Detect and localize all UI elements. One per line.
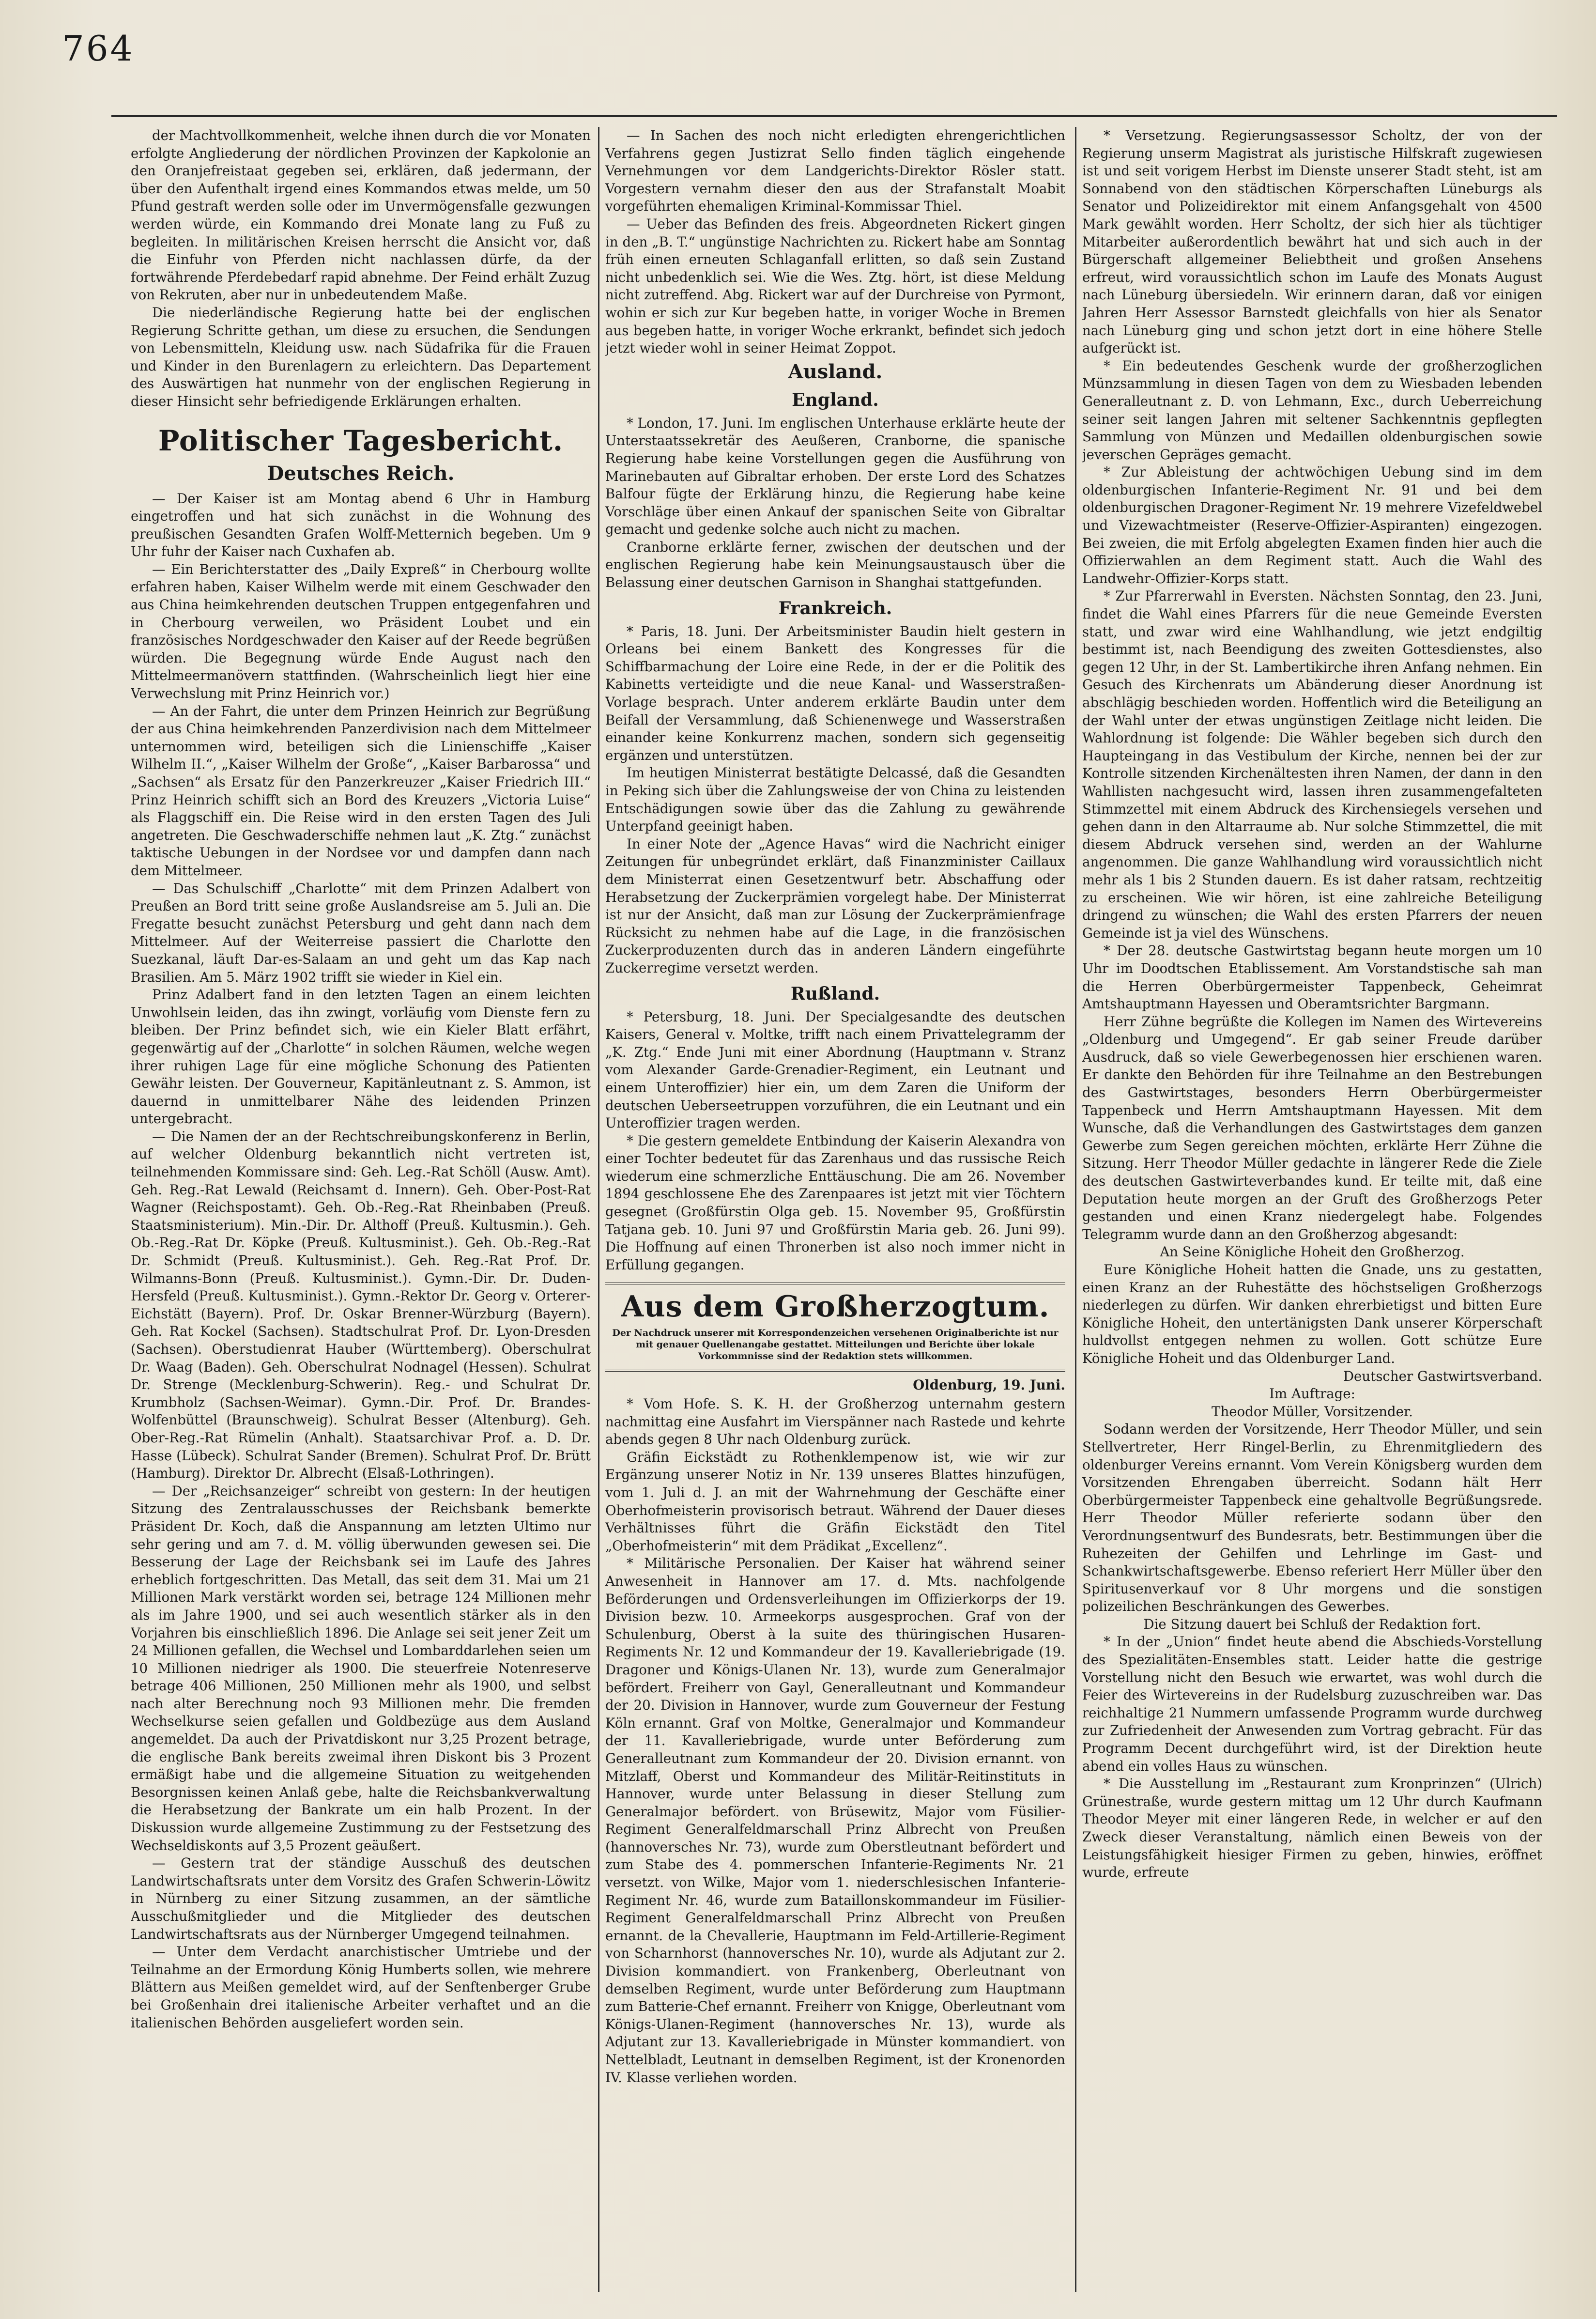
article-paragraph: * Die gestern gemeldete Entbindung der Kaiserin Alexandra von einer Tochter bedeutet für das Zarenhaus und das russische Reich wiederum eine schmerzliche Enttäuschung. Die am 26. November 1894 geschlossene Ehe des Zarenpaares ist jetzt mit vier Töchtern gesegnet (Großfürstin Olga geb. 15. November 95, Großfürstin Tatjana geb. 10. Juni 97 und Großfürstin Maria geb. 26. Juni 99). Die Hoffnung auf einen Thronerben ist also noch immer nicht in Erfüllung gegangen.	[605, 1132, 1065, 1273]
section-box-grossherzogtum	[605, 1283, 1065, 1372]
reprint-notice: Der Nachdruck unserer mit Korrespondenzeichen versehenen Originalberichte ist nur mit genauer Quellenangabe gestattet. Mitteilungen und Berichte über lokale Vorkommnisse sind der Redaktion stets willkommen.	[612, 1328, 1059, 1362]
dateline: Oldenburg, 19. Juni.	[913, 1377, 1065, 1393]
column-2	[605, 127, 1065, 2292]
signature-name: Theodor Müller, Vorsitzender.	[1212, 1403, 1413, 1420]
article-paragraph: Sodann werden der Vorsitzende, Herr Theodor Müller, und sein Stellvertreter, Herr Ringel-Berlin, zu Ehrenmitgliedern des oldenburger Vereins ernannt. Vom Verein Königsberg wurden dem Vorsitzenden Ehrengaben überreicht. Sodann hält Herr Oberbürgermeister Tappenbeck eine gehaltvolle Begrüßungsrede. Herr Theodor Müller referierte sodann über den Verordnungsentwurf des Bundesrats, betr. Bestimmungen über die Ruhezeiten der Gehilfen und Lehrlinge im Gast- und Schankwirtschaftsgewerbe. Ebenso referiert Herr Müller über den Spiritusenverkauf vor 8 Uhr morgens und die sonstigen polizeilichen Beschränkungen des Gewerbes.	[1082, 1421, 1542, 1615]
article-paragraph: Die niederländische Regierung hatte bei der englischen Regierung Schritte gethan, um diese zu ersuchen, die Sendungen von Lebensmitteln, Kleidung usw. nach Südafrika für die Frauen und Kinder in den Burenlagern zu erleichtern. Das Departement des Auswärtigen hat nunmehr von der englischen Regierung in dieser Hinsicht sehr befriedigende Erklärungen erhalten.	[131, 304, 591, 409]
signature-association: Deutscher Gastwirtsverband.	[1343, 1368, 1542, 1384]
article-paragraph: * Zur Pfarrerwahl in Eversten. Nächsten Sonntag, den 23. Juni, findet die Wahl eines Pfarrers für die neue Gemeinde Eversten statt, und zwar wird eine Wahlhandlung, wie jetzt endgiltig bestimmt ist, nach Beendigung des zweiten Gottesdienstes, also gegen 12 Uhr, in der St. Lambertikirche ihren Anfang nehmen. Ein Gesuch des Kirchenrats um Abänderung dieser Anordnung ist abschlägig beschieden worden. Hoffentlich wird die Beteiligung an der Wahl unter der etwas ungünstigen Zeitlage nicht leiden. Die Wahlordnung ist folgende: Die Wähler begeben sich durch den Haupteingang in das Vestibulum der Kirche, nennen bei der zur Kontrolle sitzenden Kirchenältesten ihren Namen, der dann in den Wahllisten nachgesucht wird, lassen ihren zusammengefalteten Stimmzettel mit einem Abdruck des Kirchensiegels versehen und gehen dann in den Altarraume ab. Nur solche Stimmzettel, die mit diesem Abdruck versehen sind, werden an der Wahlurne angenommen. Die ganze Wahlhandlung wird voraussichtlich nicht mehr als 1 bis 2 Stunden dauern. Es ist daher ratsam, rechtzeitig zu erscheinen. Wie wir hören, ist eine zahlreiche Beteiligung dringend zu wünschen; die Wahl des ersten Pfarrers der neuen Gemeinde ist ja viel des Wünschens.	[1082, 588, 1542, 941]
page-number: 764	[62, 28, 135, 69]
article-paragraph: Cranborne erklärte ferner, zwischen der deutschen und der englischen Regierung habe kein Meinungsaustausch über die Belassung einer deutschen Garnison in Shanghai stattgefunden.	[605, 539, 1065, 591]
article-paragraph: Gräfin Eickstädt zu Rothenklempenow ist, wie wir zur Ergänzung unserer Notiz in Nr. 139 unseres Blattes hinzufügen, vom 1. Juli d. J. an mit der Wahrnehmung der Geschäfte einer Oberhofmeisterin provisorisch betraut. Während der Dauer dieses Verhältnisses führt die Gräfin Eickstädt den Titel „Oberhofmeisterin“ mit dem Prädikat „Excellenz“.	[605, 1449, 1065, 1554]
article-paragraph: — Die Namen der an der Rechtschreibungskonferenz in Berlin, auf welcher Oldenburg bekanntlich nicht vertreten ist, teilnehmenden Kommissare sind: Geh. Leg.-Rat Schöll (Ausw. Amt). Geh. Reg.-Rat Lewald (Reichsamt d. Innern). Geh. Ober-Post-Rat Wagner (Reichspostamt). Geh. Ob.-Reg.-Rat Rheinbaben (Preuß. Staatsministerium). Min.-Dir. Dr. Althoff (Preuß. Kultusmin.). Geh. Ob.-Reg.-Rat Dr. Köpke (Preuß. Kultusminist.). Geh. Ob.-Reg.-Rat Dr. Schmidt (Preuß. Kultusminist.). Geh. Reg.-Rat Prof. Dr. Wilmanns-Bonn (Preuß. Kultusminist.). Gymn.-Dir. Dr. Duden-Hersfeld (Preuß. Kultusminist.). Gymn.-Rektor Dr. Georg v. Orterer-Eichstätt (Bayern). Prof. Dr. Oskar Brenner-Würzburg (Bayern). Geh. Rat Kockel (Sachsen). Stadtschulrat Prof. Dr. Lyon-Dresden (Sachsen). Oberstudienrat Hauber (Württemberg). Oberschulrat Dr. Waag (Baden). Geh. Oberschulrat Nodnagel (Hessen). Schulrat Dr. Strenge (Mecklenburg-Schwerin). Reg.- und Schulrat Dr. Krumbholz (Sachsen-Weimar). Gymn.-Dir. Prof. Dr. Brandes-Wolfenbüttel (Braunschweig). Schulrat Besser (Altenburg). Geh. Ober-Reg.-Rat Rümelin (Anhalt). Staatsarchivar Prof. a. D. Dr. Hasse (Lübeck). Schulrat Sander (Bremen). Schulrat Prof. Dr. Brütt (Hamburg). Direktor Dr. Albrecht (Elsaß-Lothringen).	[131, 1128, 591, 1482]
article-paragraph: — Unter dem Verdacht anarchistischer Umtriebe und der Teilnahme an der Ermordung König Humberts sollen, wie mehrere Blättern aus Meißen gemeldet wird, auf der Senftenberger Grube bei Großenhain drei italienische Arbeiter verhaftet und an die italienischen Behörden ausgeliefert worden sein.	[131, 1944, 591, 2031]
article-paragraph: * Paris, 18. Juni. Der Arbeitsminister Baudin hielt gestern in Orleans bei einem Bankett des Kongresses für die Schiffbarmachung der Loire eine Rede, in der er die Politik des Kabinetts verteidigte und die neue Kanal- und Wasserstraßen-Vorlage besprach. Unter anderem erklärte Baudin unter dem Beifall der Versammlung, daß Schienenwege und Wasserstraßen einander keine Konkurrenz machen, sondern sich gegenseitig ergänzen und unterstützen.	[605, 623, 1065, 763]
section-heading-political: Politischer Tagesbericht.	[158, 424, 564, 457]
section-heading-grossherzogtum: Aus dem Großherzogtum.	[621, 1290, 1050, 1324]
article-paragraph: — An der Fahrt, die unter dem Prinzen Heinrich zur Begrüßung der aus China heimkehrenden Panzerdivision nach dem Mittelmeer unternommen wird, beteiligen sich die Linienschiffe „Kaiser Wilhelm II.“, „Kaiser Wilhelm der Große“, „Kaiser Barbarossa“ und „Sachsen“ als Ersatz für den Panzerkreuzer „Kaiser Friedrich III.“ Prinz Heinrich schifft sich an Bord des Kreuzers „Victoria Luise“ als Flaggschiff ein. Die Reise wird in den ersten Tagen des Juli angetreten. Die Geschwaderschiffe nehmen laut „K. Ztg.“ zunächst taktische Uebungen in der Nordsee vor und dampfen dann nach dem Mittelmeer.	[131, 703, 591, 879]
column-1	[131, 127, 591, 2292]
article-paragraph: — Der Kaiser ist am Montag abend 6 Uhr in Hamburg eingetroffen und hat sich zunächst in die Wohnung des preußischen Gesandten Grafen Wolff-Metternich begeben. Um 9 Uhr fuhr der Kaiser nach Cuxhafen ab.	[131, 490, 591, 560]
article-paragraph: — Das Schulschiff „Charlotte“ mit dem Prinzen Adalbert von Preußen an Bord tritt seine große Auslandsreise am 5. Juli an. Die Fregatte besucht zunächst Petersburg und geht dann nach dem Mittelmeer. Auf der Weiterreise passiert die Charlotte den Suezkanal, läuft Dar-es-Salaam an und geht um das Kap nach Brasilien. Am 5. März 1902 trifft sie wieder in Kiel ein.	[131, 880, 591, 985]
article-paragraph: In einer Note der „Agence Havas“ wird die Nachricht einiger Zeitungen für unbegründet erklärt, daß Finanzminister Caillaux dem Ministerrat einen Gesetzentwurf betr. Abschaffung oder Herabsetzung der Zuckerprämien vorgelegt habe. Der Ministerrat ist nur der Ansicht, daß man zur Lösung der Zuckerprämienfrage Rücksicht zu nehmen habe auf die Lage, in die französischen Zuckerproduzenten durch das in anderen Ländern eingeführte Zuckerregime versetzt werden.	[605, 835, 1065, 976]
article-paragraph: * Militärische Personalien. Der Kaiser hat während seiner Anwesenheit in Hannover am 17. d. Mts. nachfolgende Beförderungen und Ordensverleihungen im Offizierkorps der 19. Division bezw. 10. Armeekorps ausgesprochen. Graf von der Schulenburg, Oberst à la suite des thüringischen Husaren-Regiments Nr. 12 und Kommandeur der 19. Kavalleriebrigade (19. Dragoner und Königs-Ulanen Nr. 13), wurde zum Generalmajor befördert. Freiherr von Gayl, Generalleutnant und Kommandeur der 20. Division in Hannover, wurde zum Gouverneur der Festung Köln ernannt. Graf von Moltke, Generalmajor und Kommandeur der 11. Kavalleriebrigade, wurde unter Beförderung zum Generalleutnant zum Kommandeur der 20. Division ernannt. von Mitzlaff, Oberst und Kommandeur des Militär-Reitinstituts in Hannover, wurde unter Belassung in dieser Stellung zum Generalmajor befördert. von Brüsewitz, Major vom Füsilier-Regiment Generalfeldmarschall Prinz Albrecht von Preußen (hannoversches Nr. 73), wurde zum Oberstleutnant befördert und zum Stabe des 4. pommerschen Infanterie-Regiments Nr. 21 versetzt. von Wilke, Major vom 1. niederschlesischen Infanterie-Regiment Nr. 46, wurde zum Bataillonskommandeur im Füsilier-Regiment Generalfeldmarschall Prinz Albrecht von Preußen ernannt. de la Chevallerie, Hauptmann im Feld-Artillerie-Regiment von Scharnhorst (hannoversches Nr. 10), wurde als Adjutant zur 2. Division kommandiert. von Frankenberg, Oberleutnant von demselben Regiment, wurde unter Beförderung zum Hauptmann zum Batterie-Chef ernannt. Freiherr von Knigge, Oberleutnant vom Königs-Ulanen-Regiment (hannoversches Nr. 13), wurde als Adjutant zur 13. Kavalleriebrigade in Münster kommandiert. von Nettelbladt, Leutnant in demselben Regiment, ist der Kronenorden IV. Klasse verliehen worden.	[605, 1555, 1065, 2086]
article-paragraph: * Der 28. deutsche Gastwirtstag begann heute morgen um 10 Uhr im Doodtschen Etablissement. Am Vorstandstische sah man die Herren Oberbürgermeister Tappenbeck, Geheimrat Amtshauptmann Hayessen und Oberamtsrichter Bargmann.	[1082, 943, 1542, 1012]
article-paragraph: der Machtvollkommenheit, welche ihnen durch die vor Monaten erfolgte Angliederung der nördlichen Provinzen der Kapkolonie an den Oranjefreistaat gegeben sei, erklären, daß jedermann, der über den Aufenthalt irgend eines Kommandos etwas melde, um 50 Pfund gestraft werden solle oder im Unvermögensfalle gezwungen werden würde, ein Kommando drei Monate lang zu Fuß zu begleiten. In militärischen Kreisen herrscht die Ansicht vor, daß die Einfuhr von Pferden nicht nachlassen dürfe, da der fortwährende Pferdebedarf rapid abnehme. Der Feind erhält Zuzug von Rekruten, aber nur in unbedeutendem Maße.	[131, 127, 591, 303]
article-paragraph: — In Sachen des noch nicht erledigten ehrengerichtlichen Verfahrens gegen Justizrat Sello finden täglich eingehende Vernehmungen vor dem Landgerichts-Direktor Rösler statt. Vorgestern vernahm dieser den aus der Strafanstalt Moabit vorgeführten ehemaligen Kriminal-Kommissar Thiel.	[605, 127, 1065, 215]
telegram-address: An Seine Königliche Hoheit den Großherzog.	[1160, 1244, 1465, 1260]
article-paragraph: — Ueber das Befinden des freis. Abgeordneten Rickert gingen in den „B. T.“ ungünstige Nachrichten zu. Rickert habe am Sonntag früh einen erneuten Schlaganfall erlitten, so daß sein Zustand nicht unbedenklich sei. Wie die Wes. Ztg. hört, ist diese Meldung nicht zutreffend. Abg. Rickert war auf der Durchreise von Pyrmont, wohin er sich zur Kur begeben hatte, in voriger Woche in Bremen aus begeben hatte, in voriger Woche erkrankt, befindet sich jedoch jetzt wieder wohl in seiner Heimat Zoppot.	[605, 216, 1065, 356]
article-paragraph: * Vom Hofe. S. K. H. der Großherzog unternahm gestern nachmittag eine Ausfahrt im Vierspänner nach Rastede und kehrte abends gegen 8 Uhr nach Oldenburg zurück.	[605, 1396, 1065, 1448]
section-heading-russland: Rußland.	[790, 983, 880, 1004]
article-paragraph: Im heutigen Ministerrat bestätigte Delcassé, daß die Gesandten in Peking sich über die Zahlungsweise der von China zu leistenden Entschädigungen sowie über das die Zahlung zu gewährende Unterpfand geeinigt haben.	[605, 765, 1065, 835]
article-paragraph: Herr Zühne begrüßte die Kollegen im Namen des Wirtevereins „Oldenburg und Umgegend“. Er gab seiner Freude darüber Ausdruck, daß so viele Gewerbegenossen hier erschienen waren. Er dankte den Behörden für ihre Teilnahme an den Bestrebungen des Gastwirtstages, besonders Herrn Oberbürgermeister Tappenbeck und Herrn Amtshauptmann Hayessen. Mit dem Wunsche, daß die Verhandlungen des Gastwirtstages dem ganzen Gewerbe zum Segen gereichen möchten, erklärte Herr Zühne die Sitzung. Herr Theodor Müller gedachte in längerer Rede die Ziele des deutschen Gastwirteverbandes kund. Er teilte mit, daß eine Deputation heute morgen an der Gruft des Großherzogs Peter gestanden und einen Kranz niedergelegt habe. Folgendes Telegramm wurde dann an den Großherzog abgesandt:	[1082, 1013, 1542, 1242]
article-paragraph: Die Sitzung dauert bei Schluß der Redaktion fort.	[1143, 1616, 1481, 1632]
column-3	[1082, 127, 1542, 2292]
signature-on-behalf: Im Auftrage:	[1269, 1386, 1355, 1402]
telegram-text: Eure Königliche Hoheit hatten die Gnade, uns zu gestatten, einen Kranz an der Ruhestätte des höchstseligen Großherzogs niederlegen zu dürfen. Wir danken ehrerbietigst und bitten Eure Königliche Hoheit, den untertänigsten Dank unserer Körperschaft huldvollst entgegen nehmen zu wollen. Gott schütze Eure Königliche Hoheit und das Oldenburger Land.	[1082, 1262, 1542, 1366]
article-paragraph: * Petersburg, 18. Juni. Der Specialgesandte des deutschen Kaisers, General v. Moltke, trifft nach einem Privattelegramm der „K. Ztg.“ Ende Juni mit einer Abordnung (Hauptmann v. Stranz vom Alexander Garde-Grenadier-Regiment, ein Leutnant und einem Unteroffizier) hier ein, um dem Zaren die Uniform der deutschen Ueberseetruppen vorzuführen, die ein Leutnant und ein Unteroffizier tragen werden.	[605, 1008, 1065, 1131]
article-paragraph: Prinz Adalbert fand in den letzten Tagen an einem leichten Unwohlsein leiden, das ihn zwingt, vorläufig vom Dienste fern zu bleiben. Der Prinz befindet sich, wie ein Kieler Blatt erfährt, gegenwärtig auf der „Charlotte“ in solchen Räumen, welche wegen ihrer ruhigen Lage für eine mögliche Schonung des Patienten Gewähr leisten. Der Gouverneur, Kapitänleutnant z. S. Ammon, ist dauernd in unmittelbarer Nähe des leidenden Prinzen untergebracht.	[131, 987, 591, 1127]
section-subheading-german-reich: Deutsches Reich.	[267, 462, 455, 485]
article-paragraph: * London, 17. Juni. Im englischen Unterhause erklärte heute der Unterstaatssekretär des Aeußeren, Cranborne, die spanische Regierung habe keine Vorstellungen gegen die Ausführung von Marinebauten auf Gibraltar erhoben. Der erste Lord des Schatzes Balfour fügte der Erklärung hinzu, die Regierung habe keine Vorschläge über einen Ankauf der spanischen Seite von Gibraltar gemacht und gedenke solche auch nicht zu machen.	[605, 415, 1065, 538]
article-paragraph: * Die Ausstellung im „Restaurant zum Kronprinzen“ (Ulrich) Grünestraße, wurde gestern mittag um 12 Uhr durch Kaufmann Theodor Meyer mit einer längeren Rede, in welcher er auf den Zweck dieser Veranstaltung, nämlich einen Beweis von der Leistungsfähigkeit hiesiger Firmen zu geben, hinwies, eröffnet wurde, erfreute	[1082, 1776, 1542, 1881]
column-rule-2	[1075, 127, 1076, 2292]
column-rule-1	[598, 127, 599, 2292]
article-paragraph: * In der „Union“ findet heute abend die Abschieds-Vorstellung des Spezialitäten-Ensembles statt. Leider hatte die gestrige Vorstellung nicht den Besuch wie erwartet, was wohl durch die Feier des Wirtevereins in der Rudelsburg zuzuschreiben war. Das reichhaltige 21 Nummern umfassende Programm wurde durchweg zur Zufriedenheit der Anwesenden zum Vortrag gebracht. Für das Programm Decent durchgeführt wird, ist der Direktion heute abend ein volles Haus zu wünschen.	[1082, 1634, 1542, 1774]
top-rule	[111, 115, 1557, 117]
section-heading-england: England.	[792, 389, 879, 410]
article-paragraph: * Zur Ableistung der achtwöchigen Uebung sind im dem oldenburgischen Infanterie-Regiment Nr. 91 und bei dem oldenburgischen Dragoner-Regiment Nr. 19 mehrere Vizefeldwebel und Vizewachtmeister (Reserve-Offizier-Aspiranten) eingezogen. Bei zweien, die mit Erfolg abgelegten Examen finden hier auch die Offizierwahlen an dem Regiment statt. Auch die Wahl des Landwehr-Offizier-Korps statt.	[1082, 464, 1542, 587]
section-heading-frankreich: Frankreich.	[778, 598, 892, 618]
article-paragraph: * Ein bedeutendes Geschenk wurde der großherzoglichen Münzsammlung in diesen Tagen von dem zu Wiesbaden lebenden Generalleutnant z. D. von Lehmann, Exc., durch Ueberreichung seiner seit langen Jahren mit seltener Sachkenntnis gepflegten Sammlung von Münzen und Medaillen oldenburgischen sowie jeverschen Gepräges gemacht.	[1082, 357, 1542, 463]
section-heading-ausland: Ausland.	[788, 360, 883, 383]
article-paragraph: — Der „Reichsanzeiger“ schreibt von gestern: In der heutigen Sitzung des Zentralausschusses der Reichsbank bemerkte Präsident Dr. Koch, daß die Anspannung am letzten Ultimo nur sehr gering und am 7. d. M. völlig überwunden gewesen sei. Die Besserung der Lage der Reichsbank sei im Laufe des Jahres erheblich fortgeschritten. Das Metall, das seit dem 31. Mai um 21 Millionen Mark verstärkt worden sei, betrage 124 Millionen mehr als im Jahre 1900, und sei auch wesentlich stärker als in den Vorjahren bis einschließlich 1896. Die Anlage sei seit jener Zeit um 24 Millionen gefallen, die Wechsel und Lombarddarlehen seien um 10 Millionen niedriger als 1900. Die steuerfreie Notenreserve betrage 406 Millionen, 250 Millionen mehr als 1900, und selbst nach alter Berechnung noch 93 Millionen mehr. Die fremden Wechselkurse seien gefallen und Goldbezüge aus dem Ausland angemeldet. Da auch der Privatdiskont nur 3,25 Prozent betrage, die englische Bank bereits zweimal ihren Diskont bis 3 Prozent ermäßigt habe und die allgemeine Situation zu weitgehenden Besorgnissen keinen Anlaß gebe, halte die Reichsbankverwaltung die Herabsetzung der Bankrate um ein halb Prozent. In der Diskussion wurde allgemeine Zustimmung zu der Festsetzung des Wechseldiskonts auf 3,5 Prozent geäußert.	[131, 1483, 591, 1854]
article-paragraph: — Ein Berichterstatter des „Daily Expreß“ in Cherbourg wollte erfahren haben, Kaiser Wilhelm werde mit einem Geschwader den aus China heimkehrenden deutschen Truppen entgegenfahren und in Cherbourg verweilen, wo Präsident Loubet und ein französisches Nordgeschwader den Kaiser auf der Reede begrüßen würden. Die Begegnung würde Ende August nach den Mittelmeermanövern stattfinden. (Wahrscheinlich liegt hier eine Verwechslung mit Prinz Heinrich vor.)	[131, 561, 591, 702]
article-paragraph: — Gestern trat der ständige Ausschuß des deutschen Landwirtschaftsrats unter dem Vorsitz des Grafen Schwerin-Löwitz in Nürnberg zu einer Sitzung zusammen, an der sämtliche Ausschußmitglieder und die Mitglieder des deutschen Landwirtschaftsrats aus der Nürnberger Umgegend teilnahmen.	[131, 1855, 591, 1942]
article-paragraph: * Versetzung. Regierungsassessor Scholtz, der von der Regierung unserm Magistrat als juristische Hilfskraft zugewiesen ist und seit vorigem Herbst im Dienste unserer Stadt steht, ist am Sonnabend von den städtischen Körperschaften Lüneburgs als Senator und Polizeidirektor mit einem Anfangsgehalt von 4500 Mark gewählt worden. Herr Scholtz, der sich hier als tüchtiger Mitarbeiter außerordentlich bewährt hat und sich auch in der Bürgerschaft allgemeiner Beliebtheit und großen Ansehens erfreut, wird voraussichtlich schon im Laufe des Monats August nach Lüneburg übersiedeln. Wir erinnern daran, daß vor einigen Jahren Herr Assessor Barnstedt gleichfalls von hier als Senator nach Lüneburg ging und schon jetzt dort in eine höhere Stelle aufgerückt ist.	[1082, 127, 1542, 356]
